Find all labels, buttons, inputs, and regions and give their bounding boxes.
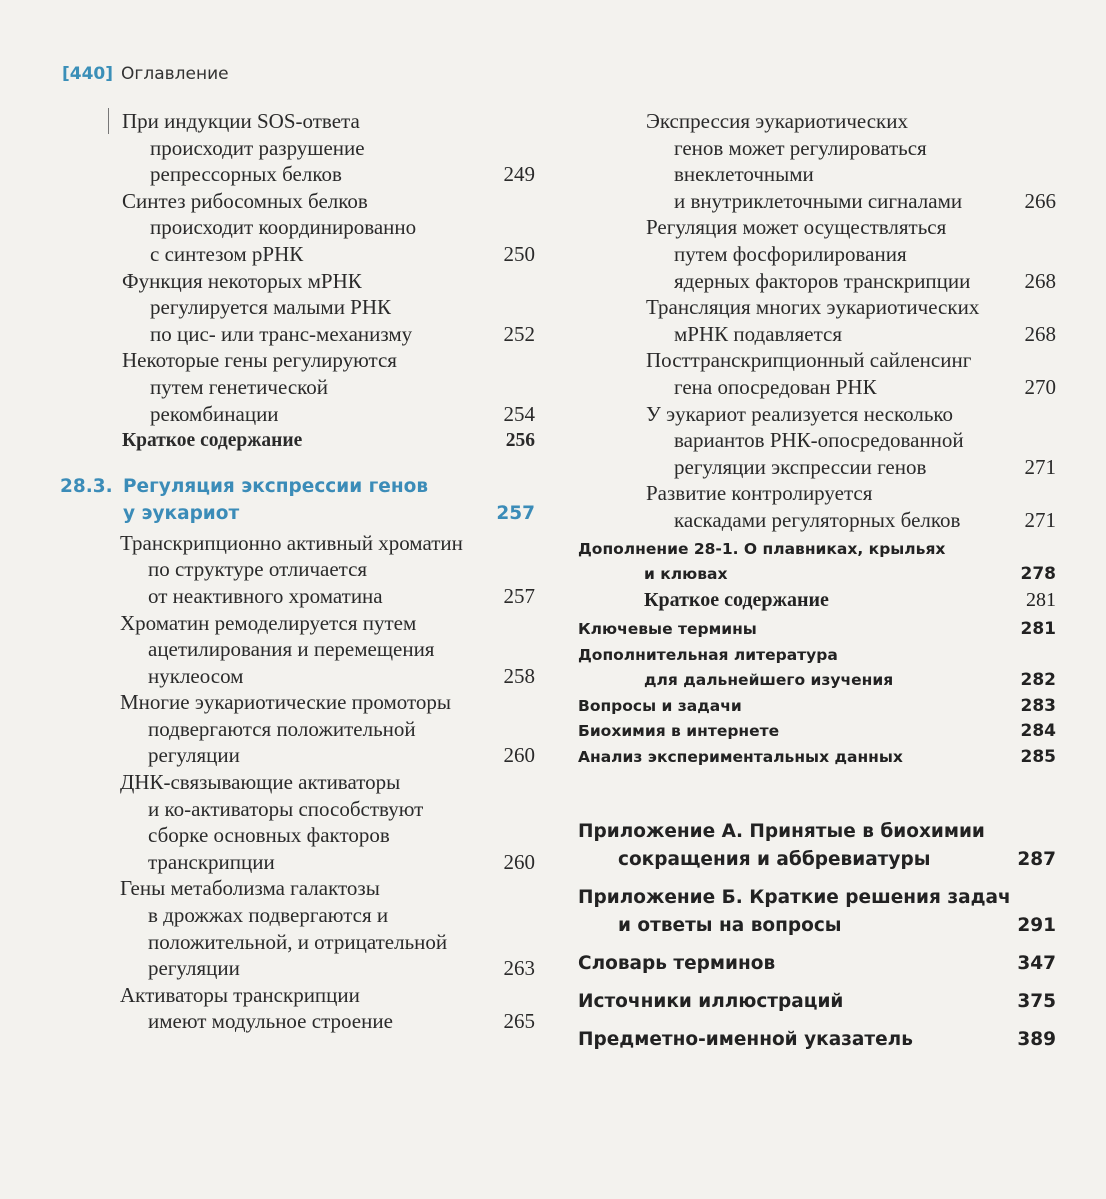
entry-line: и клювах bbox=[644, 565, 728, 583]
backmatter-entry bbox=[578, 643, 1056, 694]
toc-entry bbox=[60, 769, 535, 875]
entry-line: и ответы на вопросы bbox=[618, 915, 842, 936]
entry-line: генов может регулироваться bbox=[674, 135, 927, 160]
entry-line: транскрипции bbox=[148, 849, 275, 874]
section-number: 28.3. bbox=[60, 475, 113, 497]
entry-line: путем фосфорилирования bbox=[674, 241, 907, 266]
right-column bbox=[578, 108, 1056, 1064]
entry-line: Краткое содержание bbox=[122, 430, 303, 452]
left-column bbox=[60, 108, 535, 1035]
running-header bbox=[62, 64, 229, 84]
toc-entry bbox=[578, 347, 1056, 400]
entry-line: рекомбинации bbox=[150, 401, 279, 426]
page-number: 254 bbox=[503, 401, 535, 426]
header-title: Оглавление bbox=[121, 64, 229, 84]
entry-line: Экспрессия эукариотических bbox=[646, 109, 908, 133]
entry-line: Дополнительная литература bbox=[578, 645, 838, 664]
page-number: 268 bbox=[1024, 321, 1056, 346]
entry-line: от неактивного хроматина bbox=[148, 583, 383, 608]
entry-line: происходит координированно bbox=[150, 215, 417, 240]
toc-entry bbox=[60, 982, 535, 1035]
entry-line: Некоторые гены регулируются bbox=[122, 348, 397, 373]
entry-line: регуляции bbox=[148, 743, 240, 768]
entry-line: Трансляция многих эукариотических bbox=[646, 295, 980, 320]
entry-line: сборке основных факторов bbox=[148, 823, 390, 848]
appendix-entry bbox=[578, 818, 1056, 874]
page-number: 257 bbox=[496, 502, 535, 524]
entry-line: подвергаются положительной bbox=[148, 716, 416, 741]
entry-line: Биохимия в интернете bbox=[578, 722, 780, 740]
section-title-line: Регуляция экспрессии генов bbox=[123, 475, 429, 497]
page-number: 281 bbox=[1020, 619, 1056, 639]
entry-line: Синтез рибосомных белков bbox=[122, 188, 368, 213]
entry-line: Краткое содержание bbox=[644, 588, 829, 611]
summary-entry bbox=[60, 428, 535, 455]
entry-line: путем генетической bbox=[150, 374, 329, 399]
page-number: 258 bbox=[503, 663, 535, 688]
entry-line: Посттранскрипционный сайленсинг bbox=[646, 348, 972, 373]
entry-line: для дальнейшего изучения bbox=[644, 671, 894, 689]
toc-entry bbox=[578, 108, 1056, 214]
entry-line: Активаторы транскрипции bbox=[120, 982, 360, 1007]
summary-entry bbox=[578, 588, 1056, 614]
toc-entry bbox=[60, 689, 535, 769]
entry-line: мРНК подавляется bbox=[674, 321, 843, 346]
toc-entry bbox=[578, 401, 1056, 481]
appendix-entry bbox=[578, 950, 1056, 978]
page-number: 265 bbox=[503, 1009, 535, 1034]
backmatter-entry bbox=[578, 719, 1056, 745]
backmatter-list bbox=[578, 617, 1056, 770]
appendix-entry bbox=[578, 1026, 1056, 1054]
backmatter-entry bbox=[578, 745, 1056, 771]
entry-line: Многие эукариотические промоторы bbox=[120, 690, 452, 715]
page-number: 285 bbox=[1020, 746, 1056, 767]
entry-line: по цис- или транс-механизму bbox=[150, 321, 413, 346]
toc-entry bbox=[60, 188, 535, 268]
toc-entry bbox=[578, 294, 1056, 347]
page-number: 291 bbox=[1017, 915, 1056, 936]
appendix-entry bbox=[578, 884, 1056, 940]
entry-line: Развитие контролируется bbox=[646, 481, 873, 506]
entry-line: ядерных факторов транскрипции bbox=[674, 268, 971, 293]
toc-entry bbox=[60, 875, 535, 981]
page-number: 263 bbox=[503, 956, 535, 981]
entry-line: Хроматин ремоделируется путем bbox=[120, 610, 417, 635]
entry-line: Ключевые термины bbox=[578, 620, 757, 638]
entry-line: регуляции экспрессии генов bbox=[674, 454, 927, 479]
page-number: 270 bbox=[1024, 374, 1056, 399]
entry-line: с синтезом рРНК bbox=[150, 241, 304, 266]
toc-entry bbox=[60, 610, 535, 690]
page-number: 271 bbox=[1024, 507, 1056, 532]
page-number: 347 bbox=[1017, 953, 1056, 974]
page-number: 281 bbox=[1026, 588, 1056, 611]
toc-entry bbox=[60, 108, 535, 188]
entry-line: нуклеосом bbox=[148, 663, 244, 688]
page-number: 256 bbox=[505, 430, 535, 452]
entry-line: Функция некоторых мРНК bbox=[122, 268, 362, 293]
backmatter-entry bbox=[578, 617, 1056, 643]
left-entries-a bbox=[60, 108, 535, 427]
page-number: 284 bbox=[1020, 721, 1056, 741]
entry-line: Регуляция может осуществляться bbox=[646, 215, 947, 240]
page-number: 250 bbox=[503, 241, 535, 266]
page-number: 257 bbox=[503, 583, 535, 608]
entry-line: ДНК-связывающие активаторы bbox=[120, 770, 401, 795]
entry-line: сокращения и аббревиатуры bbox=[618, 849, 931, 870]
page-number: 271 bbox=[1024, 454, 1056, 479]
header-page-number: [440] bbox=[62, 64, 114, 84]
page-number: 278 bbox=[1020, 564, 1056, 584]
toc-entry bbox=[60, 268, 535, 348]
entry-line: При индукции SOS-ответа bbox=[122, 109, 360, 133]
entry-line: ацетилирования и перемещения bbox=[148, 637, 435, 662]
appendix-list bbox=[578, 818, 1056, 1054]
entry-line: регулируется малыми РНК bbox=[150, 295, 392, 320]
entry-line: Транскрипционно активный хроматин bbox=[120, 530, 463, 555]
left-entries-b bbox=[60, 530, 535, 1035]
entry-line: имеют модульное строение bbox=[148, 1009, 393, 1034]
page-number: 375 bbox=[1017, 991, 1056, 1012]
entry-line: Источники иллюстраций bbox=[578, 991, 844, 1012]
entry-line: Предметно-именной указатель bbox=[578, 1029, 913, 1050]
page-number: 260 bbox=[503, 849, 535, 874]
right-entries bbox=[578, 108, 1056, 534]
toc-entry bbox=[60, 347, 535, 427]
entry-line: в дрожжах подвергаются и bbox=[148, 903, 389, 928]
page-number: 266 bbox=[1024, 188, 1056, 213]
toc-entry bbox=[578, 214, 1056, 294]
entry-line: гена опосредован РНК bbox=[674, 374, 877, 399]
entry-line: Приложение Б. Краткие решения задач bbox=[578, 887, 1011, 908]
entry-line: происходит разрушение bbox=[150, 135, 365, 160]
page-number: 249 bbox=[503, 162, 535, 187]
entry-line: и ко-активаторы способствуют bbox=[148, 796, 424, 821]
page-number: 260 bbox=[503, 743, 535, 768]
entry-line: и внутриклеточными сигналами bbox=[674, 188, 963, 213]
entry-line: Приложение А. Принятые в биохимии bbox=[578, 821, 985, 842]
entry-line: репрессорных белков bbox=[150, 162, 342, 187]
page-number: 268 bbox=[1024, 268, 1056, 293]
appendix-entry bbox=[578, 988, 1056, 1016]
entry-line: Гены метаболизма галактозы bbox=[120, 876, 380, 901]
page-number: 389 bbox=[1017, 1029, 1056, 1050]
section-heading bbox=[60, 473, 535, 527]
page-number: 287 bbox=[1017, 849, 1056, 870]
backmatter-entry bbox=[578, 694, 1056, 720]
page-number: 252 bbox=[503, 321, 535, 346]
page-number: 282 bbox=[1020, 670, 1056, 690]
entry-line: Вопросы и задачи bbox=[578, 696, 742, 715]
entry-line: каскадами регуляторных белков bbox=[674, 507, 961, 532]
entry-line: Словарь терминов bbox=[578, 953, 776, 974]
entry-line: Анализ экспериментальных данных bbox=[578, 747, 903, 766]
entry-line: по структуре отличается bbox=[148, 557, 368, 582]
entry-line: Дополнение 28-1. О плавниках, крыльях bbox=[578, 539, 946, 558]
entry-line: внеклеточными bbox=[674, 162, 814, 187]
supplement-entry bbox=[578, 537, 1056, 588]
entry-line: положительной, и отрицательной bbox=[148, 929, 448, 954]
entry-line: У эукариот реализуется несколько bbox=[646, 401, 954, 426]
toc-entry bbox=[578, 480, 1056, 533]
entry-line: вариантов РНК-опосредованной bbox=[674, 428, 964, 453]
section-title-line: у эукариот bbox=[123, 502, 240, 524]
toc-entry bbox=[60, 530, 535, 610]
entry-line: регуляции bbox=[148, 956, 240, 981]
page-number: 283 bbox=[1020, 695, 1056, 716]
